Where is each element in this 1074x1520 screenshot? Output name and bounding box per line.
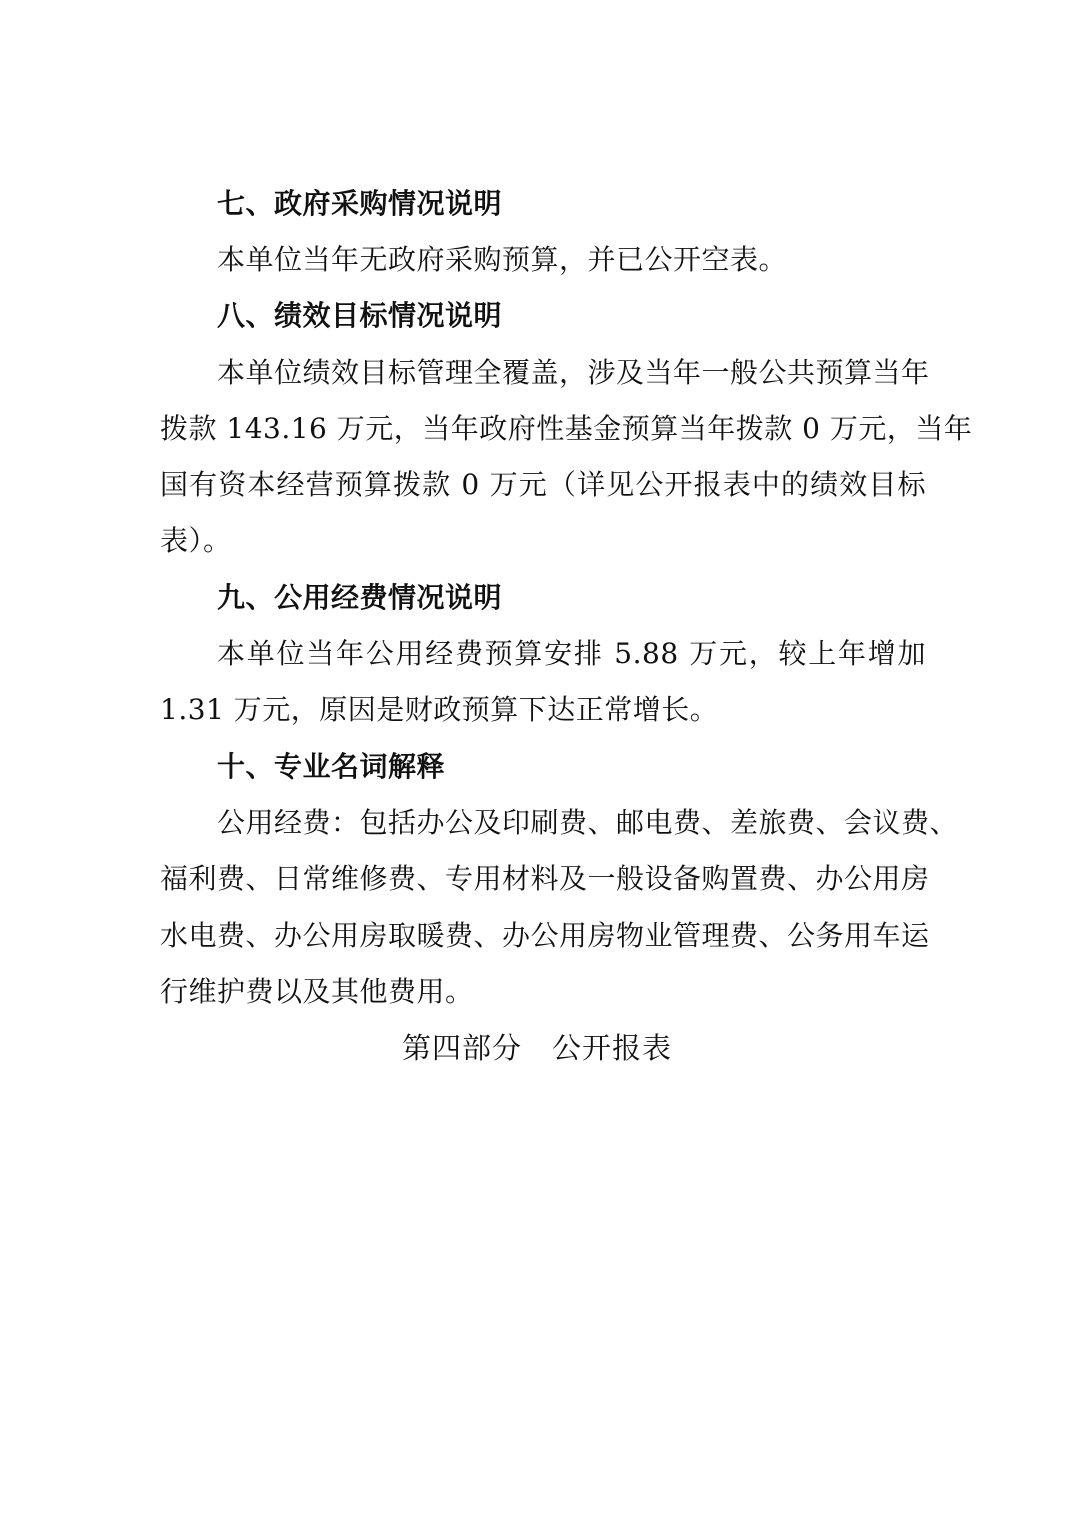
paragraph-line: 国有资本经营预算拨款 0 万元（详见公开报表中的绩效目标 bbox=[160, 468, 926, 501]
section-heading-procurement: 七、政府采购情况说明 bbox=[217, 187, 503, 220]
paragraph-line: 本单位绩效目标管理全覆盖，涉及当年一般公共预算当年 bbox=[217, 356, 930, 389]
section-heading-public-funds: 九、公用经费情况说明 bbox=[217, 581, 503, 614]
paragraph-line: 福利费、日常维修费、专用材料及一般设备购置费、办公用房 bbox=[160, 862, 930, 895]
section-heading-performance: 八、绩效目标情况说明 bbox=[217, 299, 503, 332]
part-title: 第四部分 公开报表 bbox=[401, 1031, 672, 1065]
paragraph-line: 表）。 bbox=[160, 524, 232, 557]
paragraph-line: 本单位当年无政府采购预算，并已公开空表。 bbox=[217, 243, 788, 276]
paragraph-line: 拨款 143.16 万元，当年政府性基金预算当年拨款 0 万元，当年 bbox=[160, 412, 973, 445]
paragraph-line: 1.31 万元，原因是财政预算下达正常增长。 bbox=[160, 693, 719, 726]
paragraph-line: 水电费、办公用房取暖费、办公用房物业管理费、公务用车运 bbox=[160, 919, 930, 952]
paragraph-line: 本单位当年公用经费预算安排 5.88 万元，较上年增加 bbox=[217, 637, 926, 670]
paragraph-line: 行维护费以及其他费用。 bbox=[160, 975, 474, 1008]
paragraph-line: 公用经费：包括办公及印刷费、邮电费、差旅费、会议费、 bbox=[217, 806, 959, 839]
section-heading-glossary: 十、专业名词解释 bbox=[217, 750, 446, 783]
